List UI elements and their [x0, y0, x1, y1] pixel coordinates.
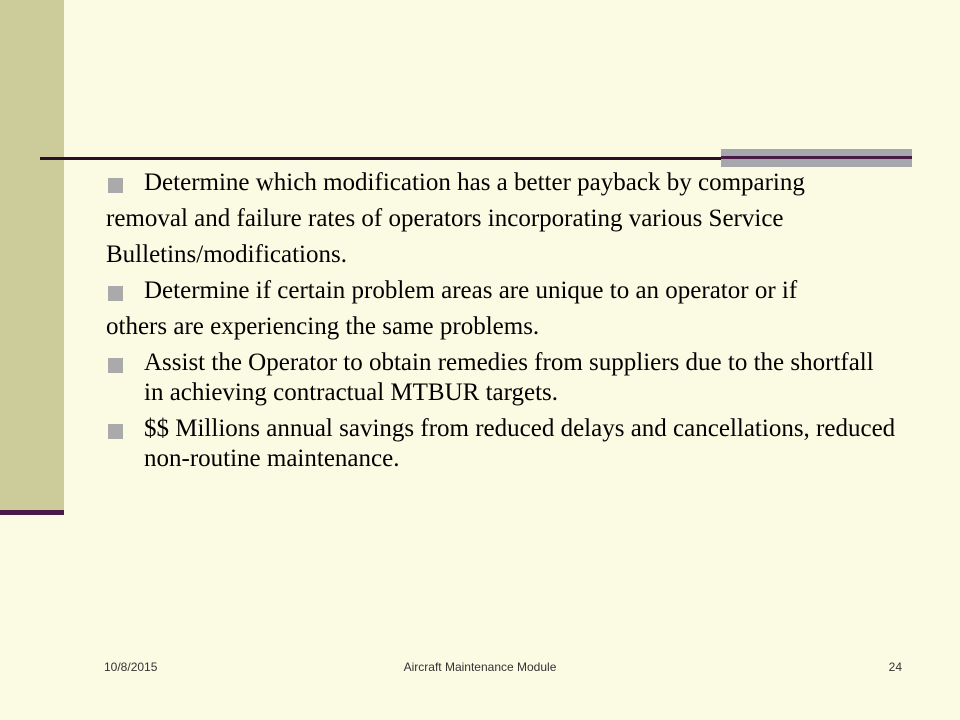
continuation-text: others are experiencing the same problems. — [106, 313, 540, 340]
bullet-text: $$ Millions annual savings from reduced delays and cancellations, reduced non-routine maintenance. — [144, 415, 896, 472]
left-decorative-bar — [0, 0, 64, 512]
slide-body — [106, 168, 896, 480]
square-bullet-icon — [108, 286, 123, 301]
continuation-text: Bulletins/modifications. — [106, 241, 347, 268]
continuation-line — [106, 312, 896, 342]
continuation-text: removal and failure rates of operators incorporating various Service — [106, 205, 784, 232]
bullet-item — [106, 168, 896, 198]
square-bullet-icon — [108, 424, 123, 439]
footer-date: 10/8/2015 — [104, 660, 158, 674]
continuation-line — [106, 240, 896, 270]
bullet-text: Determine which modification has a better payback by comparing — [144, 169, 805, 196]
bullet-text: Determine if certain problem areas are unique to an operator or if — [144, 277, 798, 304]
bullet-item — [106, 276, 896, 306]
divider-accent-line — [721, 156, 912, 159]
bullet-item — [106, 348, 896, 408]
continuation-line — [106, 204, 896, 234]
bullet-text: Assist the Operator to obtain remedies from suppliers due to the shortfall in achieving contractual MTBUR targets. — [144, 349, 874, 406]
left-bar-underline — [0, 510, 64, 515]
footer-page-number: 24 — [888, 660, 902, 674]
footer-title: Aircraft Maintenance Module — [403, 660, 557, 674]
square-bullet-icon — [108, 178, 123, 193]
bullet-item — [106, 414, 896, 474]
square-bullet-icon — [108, 358, 123, 373]
